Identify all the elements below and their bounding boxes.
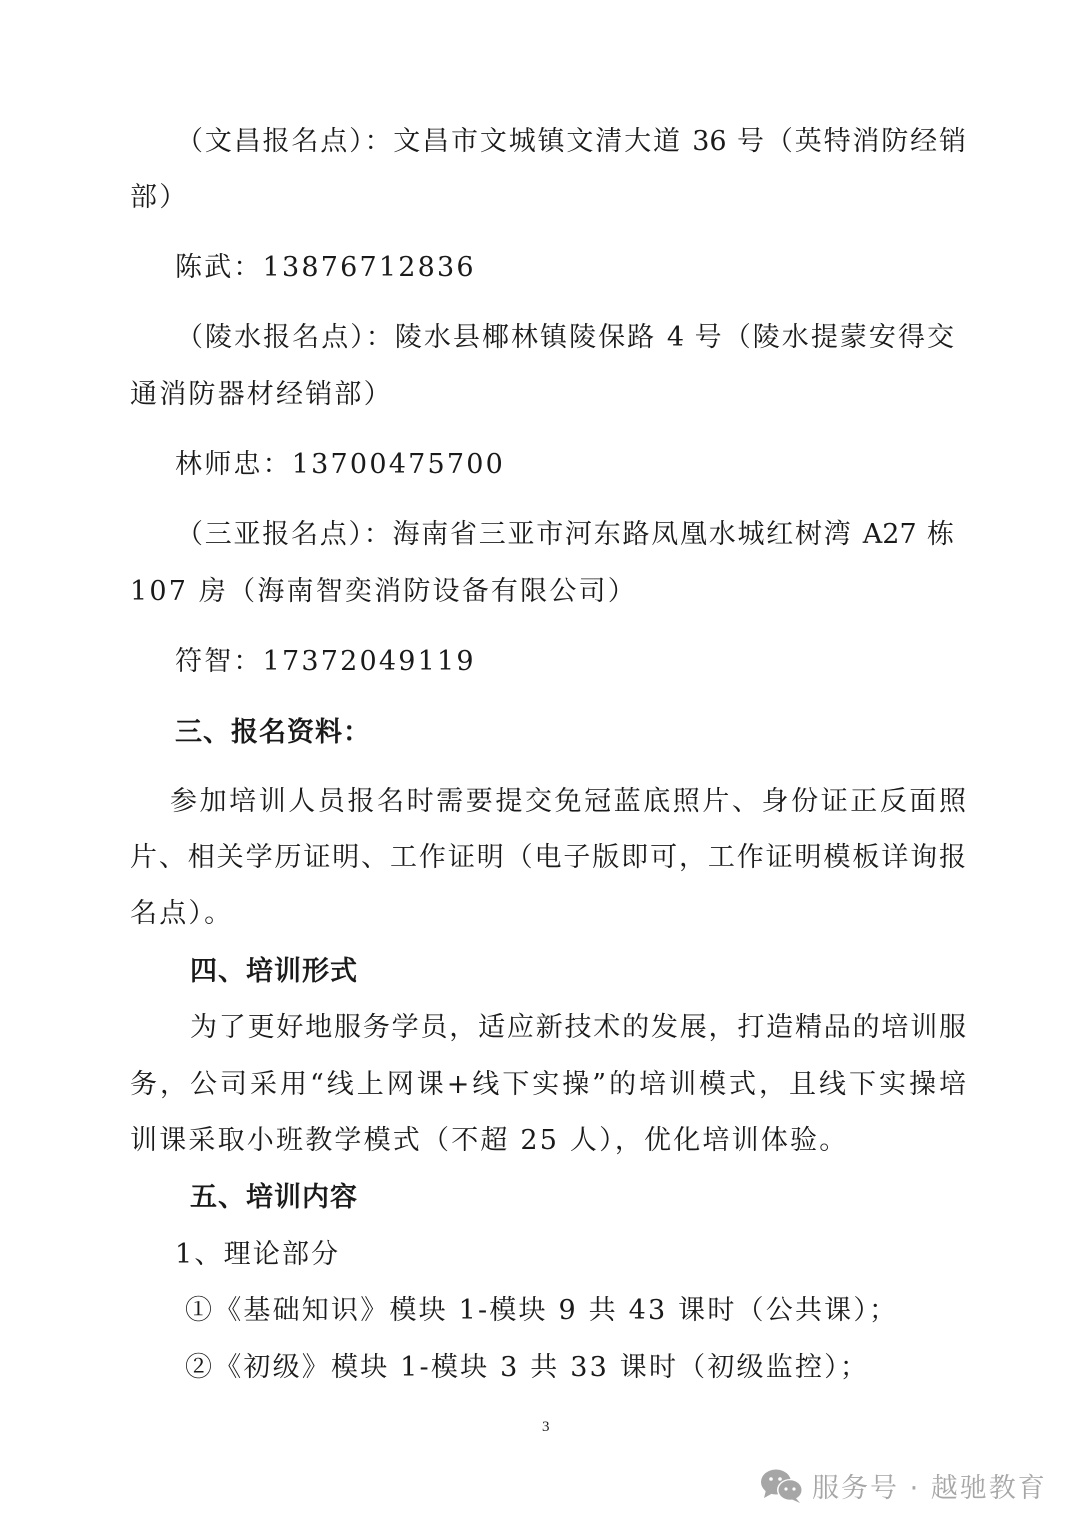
theory-part-heading: 1、理论部分 — [175, 1239, 341, 1270]
registration-materials-line-2: 片、相关学历证明、工作证明（电子版即可，工作证明模板详询报 — [130, 842, 966, 873]
training-format-line-2: 务，公司采用“线上网课+线下实操”的培训模式，且线下实操培 — [130, 1069, 966, 1100]
sanya-registration-address: （三亚报名点）：海南省三亚市河东路凤凰水城红树湾 A27 栋 — [176, 519, 954, 550]
watermark-text: 服务号 · 越驰教育 — [812, 1473, 1047, 1504]
wechat-icon — [760, 1468, 804, 1504]
page-number: 3 — [542, 1419, 550, 1435]
wenchang-contact: 陈武：13876712836 — [175, 252, 476, 283]
section-3-heading: 三、报名资料： — [175, 717, 371, 748]
course-item-basic-knowledge: ①《基础知识》模块 1-模块 9 共 43 课时（公共课）； — [185, 1295, 899, 1326]
wenchang-address-continued: 部） — [130, 182, 189, 213]
wechat-watermark — [760, 1466, 1047, 1505]
registration-materials-line-1: 参加培训人员报名时需要提交免冠蓝底照片、身份证正反面照 — [170, 786, 966, 817]
sanya-address-continued: 107 房（海南智奕消防设备有限公司） — [130, 576, 637, 607]
course-item-junior-level: ②《初级》模块 1-模块 3 共 33 课时（初级监控）； — [185, 1352, 870, 1383]
sanya-contact: 符智：17372049119 — [175, 646, 476, 677]
lingshui-address-continued: 通消防器材经销部） — [130, 379, 393, 410]
section-5-heading: 五、培训内容 — [190, 1182, 358, 1213]
section-4-heading: 四、培训形式 — [190, 956, 358, 987]
lingshui-registration-address: （陵水报名点）：陵水县椰林镇陵保路 4 号（陵水提蒙安得交 — [176, 322, 954, 353]
wenchang-registration-address: （文昌报名点）：文昌市文城镇文清大道 36 号（英特消防经销 — [176, 126, 966, 157]
training-format-line-3: 训课采取小班教学模式（不超 25 人），优化培训体验。 — [130, 1125, 849, 1156]
training-format-line-1: 为了更好地服务学员，适应新技术的发展，打造精品的培训服 — [190, 1012, 966, 1043]
registration-materials-line-3: 名点）。 — [130, 898, 234, 929]
lingshui-contact: 林师忠：13700475700 — [175, 449, 505, 480]
